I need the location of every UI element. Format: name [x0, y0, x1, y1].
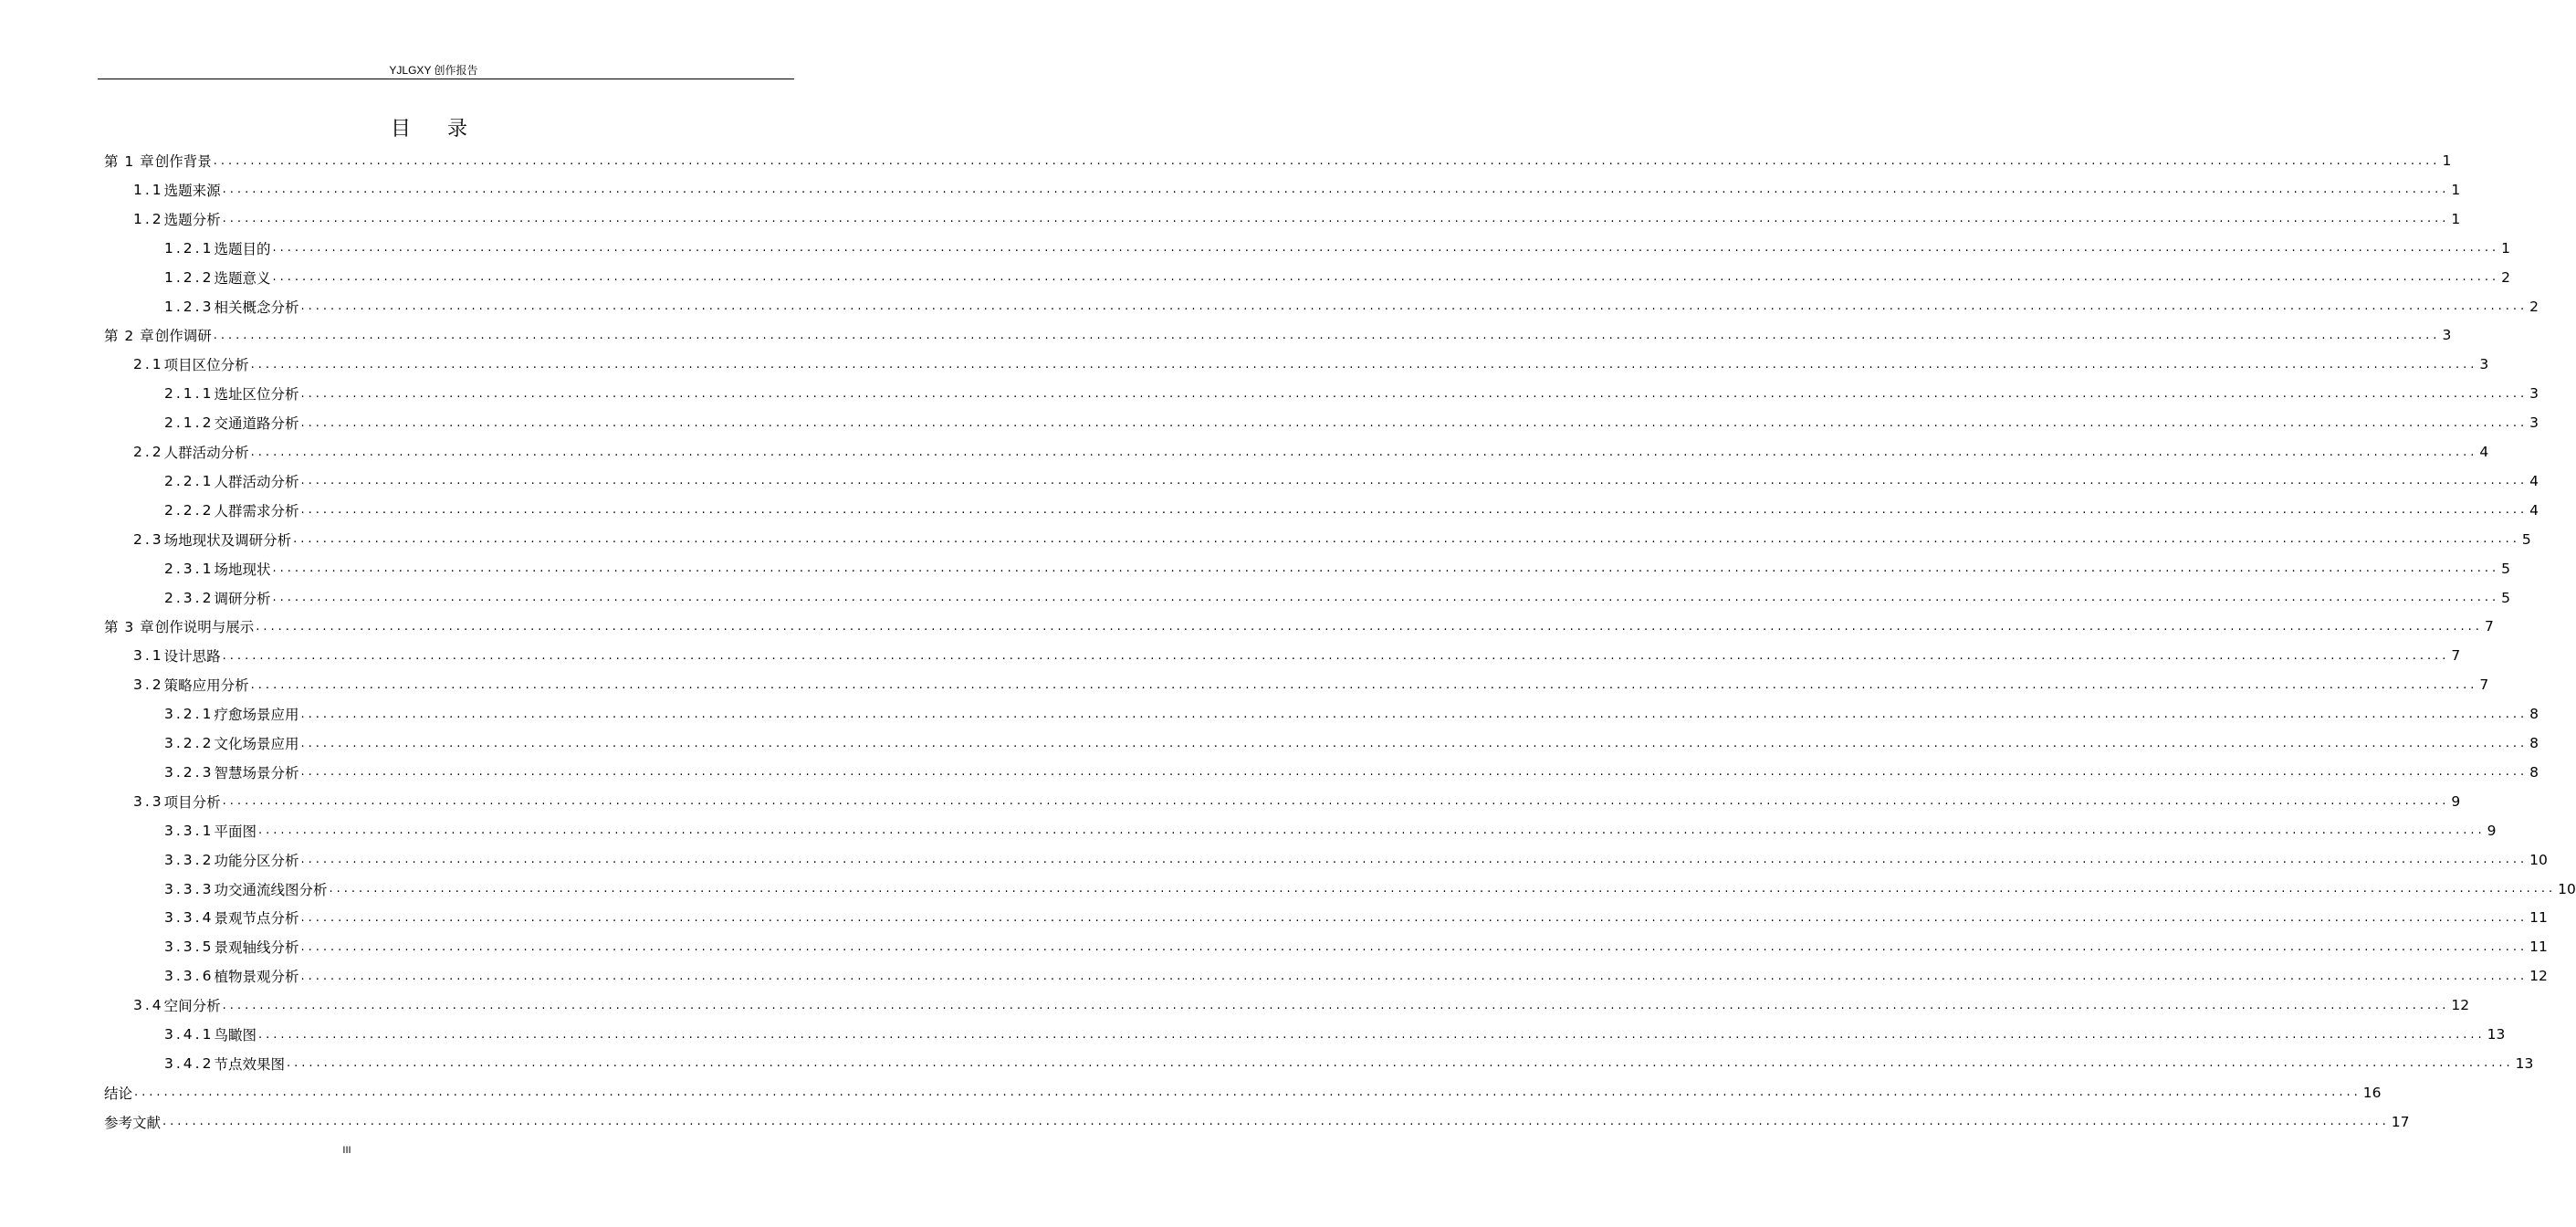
toc-entry-number: 3.2.2 — [164, 735, 215, 751]
toc-entry-page: 3 — [2529, 385, 2539, 403]
toc-entry-label: 鸟瞰图 — [214, 1027, 257, 1043]
toc-entry-page: 8 — [2529, 706, 2539, 723]
toc-entry-label: 平面图 — [214, 823, 257, 840]
toc-entry-page: 13 — [2487, 1026, 2506, 1043]
toc-leader-dots: ............................................................................................................................................................................................................................................................................................................ — [300, 736, 2529, 750]
toc-entry-number: 第 2 章 — [104, 328, 155, 345]
toc-entry[interactable] — [164, 584, 2511, 612]
toc-entry-label: 设计思路 — [163, 648, 221, 666]
toc-leader-dots: ............................................................................................................................................................................................................................................................................................................ — [256, 619, 2483, 634]
toc-entry-label: 空间分析 — [163, 998, 221, 1015]
toc-entry-label: 功交通流线图分析 — [214, 881, 328, 898]
toc-entry-page: 13 — [2515, 1054, 2534, 1072]
toc-entry-label: 调研分析 — [214, 590, 271, 607]
toc-leader-dots: ............................................................................................................................................................................................................................................................................................................ — [222, 648, 2450, 663]
toc-entry-page: 3 — [2442, 327, 2452, 344]
toc-leader-dots: ............................................................................................................................................................................................................................................................................................................ — [213, 328, 2441, 342]
toc-entry-page: 11 — [2529, 939, 2548, 956]
toc-leader-dots: ............................................................................................................................................................................................................................................................................................................ — [257, 823, 2486, 838]
toc-entry-number: 3.3.4 — [164, 909, 215, 927]
toc-entry-number: 1.2.1 — [164, 239, 215, 257]
toc-entry-page: 5 — [2501, 560, 2511, 577]
toc-leader-dots: ............................................................................................................................................................................................................................................................................................................ — [293, 532, 2520, 547]
toc-entry-page: 8 — [2529, 763, 2539, 781]
toc-entry-number: 2.1.1 — [164, 385, 215, 403]
toc-leader-dots: ............................................................................................................................................................................................................................................................................................................ — [250, 445, 2478, 459]
toc-entry-page: 1 — [2442, 152, 2452, 169]
toc-leader-dots: ............................................................................................................................................................................................................................................................................................................ — [272, 591, 2500, 604]
toc-entry-page: 9 — [2451, 792, 2461, 810]
toc-entry-page: 17 — [2391, 1113, 2410, 1130]
toc-entry[interactable] — [133, 351, 2489, 378]
toc-leader-dots: ............................................................................................................................................................................................................................................................................................................ — [300, 939, 2529, 954]
toc-entry-number: 1.2 — [133, 210, 164, 227]
toc-entry-number: 2.2 — [133, 444, 164, 460]
toc-entry-page: 9 — [2487, 822, 2497, 839]
toc-entry-number: 3.3.3 — [164, 880, 215, 897]
toc-title: 目录 — [390, 118, 504, 141]
toc-entry-page: 7 — [2451, 647, 2461, 665]
toc-entry-label: 选址区位分析 — [214, 386, 299, 404]
toc-entry-page: 12 — [2451, 997, 2470, 1014]
page-header: YJLGXY 创作报告 — [389, 64, 478, 77]
toc-leader-dots: ............................................................................................................................................................................................................................................................................................................ — [300, 969, 2529, 983]
toc-leader-dots: ............................................................................................................................................................................................................................................................................................................ — [286, 1056, 2514, 1071]
toc-entry-page: 10 — [2529, 851, 2548, 868]
toc-entry-label: 人群需求分析 — [214, 502, 299, 519]
toc-leader-dots: ............................................................................................................................................................................................................................................................................................................ — [257, 1027, 2486, 1042]
toc-entry[interactable] — [133, 176, 2461, 204]
toc-entry[interactable] — [133, 991, 2470, 1019]
toc-entry[interactable] — [164, 1050, 2534, 1077]
toc-entry[interactable] — [133, 526, 2531, 553]
toc-entry-label: 选题分析 — [163, 211, 221, 228]
toc-leader-dots: ............................................................................................................................................................................................................................................................................................................ — [300, 415, 2529, 430]
toc-entry-page: 5 — [2501, 589, 2511, 606]
toc-entry-number: 3.3.6 — [164, 968, 215, 985]
toc-entry-number: 2.2.2 — [164, 501, 215, 519]
toc-entry[interactable] — [164, 235, 2511, 262]
toc-entry-number: 2.1.2 — [164, 414, 215, 432]
toc-entry-page: 1 — [2451, 210, 2461, 227]
toc-leader-dots: ............................................................................................................................................................................................................................................................................................................ — [272, 241, 2500, 256]
toc-entry[interactable] — [164, 729, 2539, 757]
toc-entry-number: 2.3.2 — [164, 589, 215, 606]
toc-entry-label: 交通道路分析 — [214, 415, 299, 433]
toc-leader-dots: ............................................................................................................................................................................................................................................................................................................ — [272, 270, 2500, 285]
toc-entry[interactable] — [164, 876, 2576, 903]
toc-entry-page: 10 — [2558, 880, 2576, 897]
toc-entry-page: 7 — [2479, 676, 2489, 694]
toc-entry-page: 1 — [2451, 181, 2461, 198]
toc-entry-page: 5 — [2521, 530, 2531, 548]
toc-entry[interactable] — [164, 700, 2539, 728]
toc-entry[interactable] — [164, 759, 2539, 786]
toc-entry[interactable] — [133, 671, 2489, 698]
toc-entry[interactable] — [164, 264, 2511, 291]
toc-leader-dots: ............................................................................................................................................................................................................................................................................................................ — [300, 853, 2529, 867]
toc-entry-number: 2.3.1 — [164, 560, 215, 577]
toc-entry-number: 3.1 — [133, 647, 164, 665]
toc-entry-number: 2.2.1 — [164, 472, 215, 489]
toc-entry-number: 2.3 — [133, 530, 164, 548]
toc-entry-number: 1.1 — [133, 181, 164, 198]
toc-entry-label: 文化场景应用 — [214, 736, 299, 752]
toc-entry-number: 3.2.1 — [164, 706, 215, 723]
toc-entry[interactable] — [104, 613, 2494, 640]
toc-entry-label: 节点效果图 — [214, 1055, 285, 1073]
toc-leader-dots: ............................................................................................................................................................................................................................................................................................................ — [329, 882, 2557, 896]
toc-entry[interactable] — [104, 1079, 2382, 1106]
toc-leader-dots: ............................................................................................................................................................................................................................................................................................................ — [300, 707, 2529, 721]
toc-entry-label: 创作调研 — [154, 328, 212, 345]
toc-entry-label: 参考文献 — [104, 1114, 162, 1131]
toc-entry[interactable] — [164, 380, 2539, 407]
toc-leader-dots: ............................................................................................................................................................................................................................................................................................................ — [300, 299, 2529, 313]
toc-entry-number: 3.3.1 — [164, 822, 215, 839]
toc-entry[interactable] — [133, 438, 2489, 466]
page-number: III — [342, 1145, 351, 1156]
toc-entry-label: 场地现状及调研分析 — [163, 531, 292, 549]
toc-entry-number: 3.2.3 — [164, 763, 215, 781]
toc-leader-dots: ............................................................................................................................................................................................................................................................................................................ — [300, 386, 2529, 401]
toc-leader-dots: ............................................................................................................................................................................................................................................................................................................ — [222, 183, 2450, 197]
toc-leader-dots: ............................................................................................................................................................................................................................................................................................................ — [134, 1085, 2361, 1100]
toc-entry-label: 选题目的 — [214, 240, 271, 257]
toc-entry[interactable] — [104, 147, 2452, 174]
toc-entry-label: 创作背景 — [154, 153, 212, 170]
toc-leader-dots: ............................................................................................................................................................................................................................................................................................................ — [222, 998, 2450, 1012]
toc-leader-dots: ............................................................................................................................................................................................................................................................................................................ — [213, 153, 2441, 168]
toc-leader-dots: ............................................................................................................................................................................................................................................................................................................ — [300, 765, 2529, 780]
toc-entry-number: 3.4.1 — [164, 1026, 215, 1043]
toc-leader-dots: ............................................................................................................................................................................................................................................................................................................ — [272, 561, 2500, 576]
toc-leader-dots: ............................................................................................................................................................................................................................................................................................................ — [250, 357, 2478, 372]
toc-entry[interactable] — [164, 409, 2539, 436]
toc-entry-page: 4 — [2529, 472, 2539, 489]
toc-entry-label: 创作说明与展示 — [154, 619, 255, 636]
toc-entry[interactable] — [104, 321, 2452, 349]
toc-entry-number: 2.1 — [133, 356, 164, 373]
toc-entry[interactable] — [164, 555, 2511, 582]
toc-entry[interactable] — [164, 846, 2548, 874]
toc-entry-page: 3 — [2529, 414, 2539, 432]
toc-entry-label: 策略应用分析 — [163, 677, 249, 695]
toc-entry-label: 人群活动分析 — [214, 473, 299, 490]
toc-entry-label: 选题来源 — [163, 182, 221, 199]
toc-leader-dots: ............................................................................................................................................................................................................................................................................................................ — [300, 910, 2529, 925]
toc-leader-dots: ............................................................................................................................................................................................................................................................................................................ — [222, 212, 2450, 226]
toc-leader-dots: ............................................................................................................................................................................................................................................................................................................ — [222, 794, 2450, 809]
toc-entry[interactable] — [133, 205, 2461, 233]
toc-entry-number: 3.3.5 — [164, 939, 215, 956]
toc-entry-label: 功能分区分析 — [214, 852, 299, 869]
toc-entry-label: 人群活动分析 — [163, 445, 249, 461]
toc-entry-page: 1 — [2501, 239, 2511, 257]
toc-entry-page: 11 — [2529, 909, 2548, 927]
toc-entry-number: 1.2.2 — [164, 268, 215, 286]
toc-entry-label: 场地现状 — [214, 561, 271, 578]
toc-leader-dots: ............................................................................................................................................................................................................................................................................................................ — [162, 1115, 2390, 1129]
toc-entry-number: 1.2.3 — [164, 298, 215, 315]
toc-entry[interactable] — [133, 642, 2461, 669]
toc-entry-label: 景观轴线分析 — [214, 939, 299, 957]
toc-entry-label: 项目区位分析 — [163, 357, 249, 374]
toc-entry[interactable] — [164, 497, 2539, 524]
toc-entry-number: 3.4 — [133, 997, 164, 1014]
toc-entry-label: 景观节点分析 — [214, 910, 299, 928]
toc-leader-dots: ............................................................................................................................................................................................................................................................................................................ — [250, 677, 2478, 692]
toc-entry-label: 疗愈场景应用 — [214, 707, 299, 724]
toc-entry[interactable] — [104, 1108, 2410, 1136]
toc-entry-label: 植物景观分析 — [214, 969, 299, 986]
toc-leader-dots: ............................................................................................................................................................................................................................................................................................................ — [300, 474, 2529, 488]
toc-entry-page: 4 — [2529, 501, 2539, 519]
toc-entry-page: 4 — [2479, 444, 2489, 460]
toc-entry-number: 3.3.2 — [164, 851, 215, 868]
toc-entry[interactable] — [164, 817, 2497, 844]
toc-entry-label: 选题意义 — [214, 269, 271, 287]
toc-entry-page: 12 — [2529, 968, 2548, 985]
toc-entry-page: 7 — [2484, 618, 2494, 635]
toc-entry[interactable] — [164, 904, 2548, 931]
toc-entry-label: 相关概念分析 — [214, 299, 299, 316]
toc-entry-number: 3.3 — [133, 792, 164, 810]
toc-entry-label: 项目分析 — [163, 793, 221, 811]
toc-entry[interactable] — [164, 467, 2539, 495]
toc-entry[interactable] — [164, 933, 2548, 960]
toc-entry-number: 第 3 章 — [104, 619, 155, 636]
toc-entry[interactable] — [133, 788, 2461, 815]
toc-entry-page: 2 — [2501, 268, 2511, 286]
toc-leader-dots: ............................................................................................................................................................................................................................................................................................................ — [300, 503, 2529, 518]
toc-entry[interactable] — [164, 293, 2539, 320]
toc-entry-number: 3.4.2 — [164, 1054, 215, 1072]
toc-entry-number: 3.2 — [133, 676, 164, 694]
toc-entry-label: 智慧场景分析 — [214, 764, 299, 781]
toc-entry-page: 16 — [2362, 1084, 2382, 1101]
toc-entry[interactable] — [164, 962, 2548, 990]
toc-entry-page: 3 — [2479, 356, 2489, 373]
toc-entry-page: 8 — [2529, 735, 2539, 751]
toc-entry-page: 2 — [2529, 298, 2539, 315]
toc-entry[interactable] — [164, 1021, 2506, 1048]
toc-entry-number: 第 1 章 — [104, 153, 155, 170]
toc-entry-label: 结论 — [104, 1085, 133, 1102]
